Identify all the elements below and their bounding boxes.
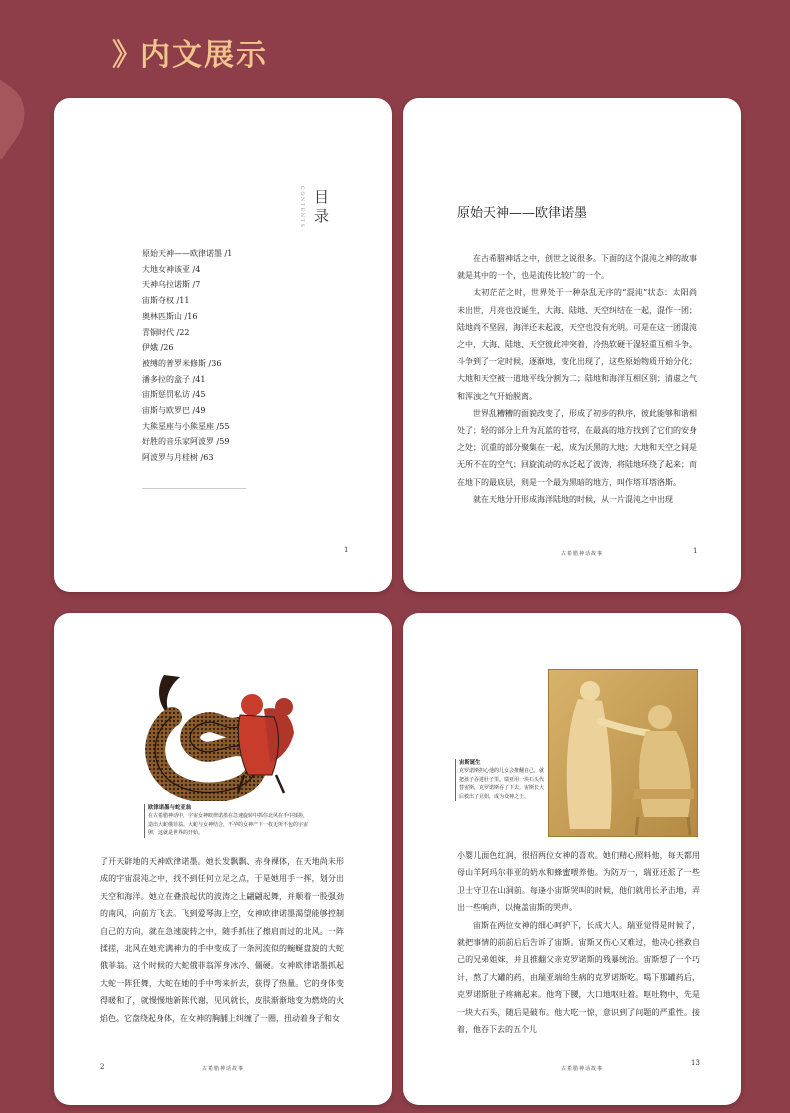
caption-text: 克罗诺斯担心他的儿女会推翻自己，就把孩子吞进肚子里。瑞亚用一块石头代替宙斯，克罗诺斯吞了下去。宙斯长大后救出了兄姐，成为众神之王。 (459, 768, 545, 800)
page-footer: 古希腊神话故事 (202, 1066, 245, 1072)
toc-item[interactable]: 青铜时代 /22 (142, 327, 190, 337)
toc-item[interactable]: 伊娥 /26 (142, 343, 174, 353)
body-text (100, 853, 344, 1027)
toc-item[interactable]: 阿波罗与月桂树 /63 (142, 453, 214, 463)
toc-item[interactable]: 宙斯与欧罗巴 /49 (142, 406, 206, 416)
toc-item[interactable]: 原始天神——欧律诺墨 /1 (142, 249, 233, 258)
chapter-title: 原始天神——欧律诺墨 (457, 206, 588, 221)
page-illustrated-serpent[interactable] (54, 613, 392, 1105)
toc-item[interactable]: 被缚的普罗米修斯 /36 (142, 358, 222, 368)
page-footer: 古希腊神话故事 (561, 1066, 604, 1072)
toc-item[interactable]: 好胜的音乐家阿波罗 /59 (142, 437, 230, 447)
paragraph: 小婴儿面色红润，很招两位女神的喜欢。她们精心照料他，每天都用母山羊阿玛尔菲亚的奶水和蜂蜜喂养他。为防万一，瑞亚还派了一些卫士守卫在山洞前。每逢小宙斯哭叫的时候，他们就用长矛击地，弄出一些响声，以掩盖宙斯的哭声。 (457, 851, 700, 913)
page-footer: 古希腊神话故事 (561, 551, 604, 557)
caption-title: 欧律诺墨与蛇亚翁 (148, 805, 192, 811)
toc-divider (142, 488, 246, 489)
body-text (457, 250, 697, 508)
caption-title: 宙斯诞生 (459, 760, 481, 766)
section-header (112, 30, 268, 74)
page-illustrated-zeus[interactable] (403, 613, 741, 1105)
toc-list (142, 246, 232, 466)
section-title: 内文展示 (140, 38, 268, 73)
chevron-icon: 》 (112, 38, 134, 73)
toc-item[interactable]: 奥林匹斯山 /16 (142, 311, 198, 321)
toc-item[interactable]: 天神乌拉诺斯 /7 (142, 280, 201, 290)
toc-item[interactable]: 大地女神该亚 /4 (142, 264, 201, 274)
relief-illustration (548, 669, 698, 837)
toc-item[interactable]: 大熊星座与小熊星座 /55 (142, 421, 230, 431)
page-number: 2 (100, 1063, 105, 1071)
paragraph: 太初茫茫之时，世界处于一种杂乱无序的“混沌”状态：太阳尚未出世，月亮也没诞生，大海、陆地、天空纠结在一起，混作一团；陆地尚不坚固，海洋还未起波，天空也没有光明。可是在这一团混沌之中，大海、陆地、天空彼此冲突着，冷热软硬干湿轻重互相斗争。斗争到了一定时候，逐渐地，变化出现了，这些原始物质开始分化；大地和天空被一道地平线分割为二；陆地和海洋互相区别；清虚之气和浑浊之气开始脱离。 (457, 288, 697, 401)
toc-item[interactable]: 宙斯惩罚私访 /45 (142, 390, 206, 400)
page-number: 13 (691, 1059, 700, 1067)
illustration-caption (144, 804, 308, 838)
page-toc[interactable] (54, 98, 392, 592)
toc-item[interactable]: 潘多拉的盒子 /41 (142, 374, 206, 384)
paragraph: 宙斯在两位女神的细心呵护下，长成大人。瑞亚觉得是时候了，就把事情的前前后后告诉了宙斯。宙斯又伤心又难过，他决心拯救自己的兄弟姐妹，并且推翻父亲克罗诺斯的残暴统治。宙斯想了一个巧计，熬了大罐的药，由瑞亚端给生病的克罗诺斯吃。喝下那罐药后，克罗诺斯肚子疼痛起来。他弯下腰，大口地呕吐着。呕吐物中，先是一块大石头，随后是破布。他大吃一惊，意识到了问题的严重性。接着，他吞下去的五个儿 (457, 920, 700, 1035)
paragraph: 世界乱糟糟的面貌改变了，形成了初步的秩序，彼此能够和谐相处了；轻的部分上升为瓦蓝的苍穹，在最高的地方找到了它们的安身之处；沉重的部分聚集在一起，成为沃黑的大地；大地和天空之间是无所不在的空气；回旋流动的水泛起了波涛，将陆地环绕了起来；而在地下的最底层，则是一个最为黑暗的地方，叫作塔耳塔洛斯。 (457, 408, 697, 487)
paragraph: 了开天辟地的天神欧律诺墨。她长发飘飘、赤身裸体，在天地尚未形成的宇宙混沌之中，找不到任何立足之点，于是她用手一挥，划分出天空和海洋。她立在叠浪起伏的波涛之上翩翩起舞，并顺着一股强劲的南风，向前方飞去。飞到爱琴海上空，女神欧律诺墨渴望能够控制自己的方向，就在急速旋转之中，随手抓住了擦肩而过的北风。一阵揉搓，北风在她充满神力的手中变成了一条河流似的蜿蜒盘旋的大蛇俄菲翁。这个时候的大蛇俄菲翁浑身冰冷、僵硬。女神欧律诺墨抓起大蛇一阵狂舞，大蛇在她的手中弯来折去，获得了热量。它的身体变得暖和了，就慢慢地新陈代谢，见风就长，皮肤渐渐地变为燃烧的火焰色。它盘绕起身体，在女神的胸脯上纠缠了一圈，扭动着身子和女 (100, 857, 344, 1023)
toc-english-label: CONTENTS (299, 186, 305, 229)
body-text (457, 847, 700, 1038)
toc-title: 目录 (314, 188, 330, 225)
decorative-leaf (0, 75, 39, 160)
toc-item[interactable]: 宙斯夺权 /11 (142, 296, 190, 306)
page-chapter-opening[interactable] (403, 98, 741, 592)
page-number: 1 (693, 547, 698, 555)
caption-text: 在古希腊神话中，宇宙女神欧律诺墨在急速旋转中抓住北风在手中揉搓，造出大蛇俄菲翁。大蛇与女神结合，不孕的女神产下一枚无所不包的宇宙卵，这就是世界的开始。 (148, 813, 309, 837)
serpent-illustration (144, 671, 306, 801)
illustration-caption (455, 759, 545, 801)
page-number: 1 (344, 546, 349, 554)
paragraph: 在古希腊神话之中，创世之说很多。下面的这个混沌之神的故事就是其中的一个，也是流传比较广的一个。 (457, 254, 697, 281)
paragraph: 就在天地分开形成海洋陆地的时候，从一片混沌之中出现 (473, 494, 673, 504)
